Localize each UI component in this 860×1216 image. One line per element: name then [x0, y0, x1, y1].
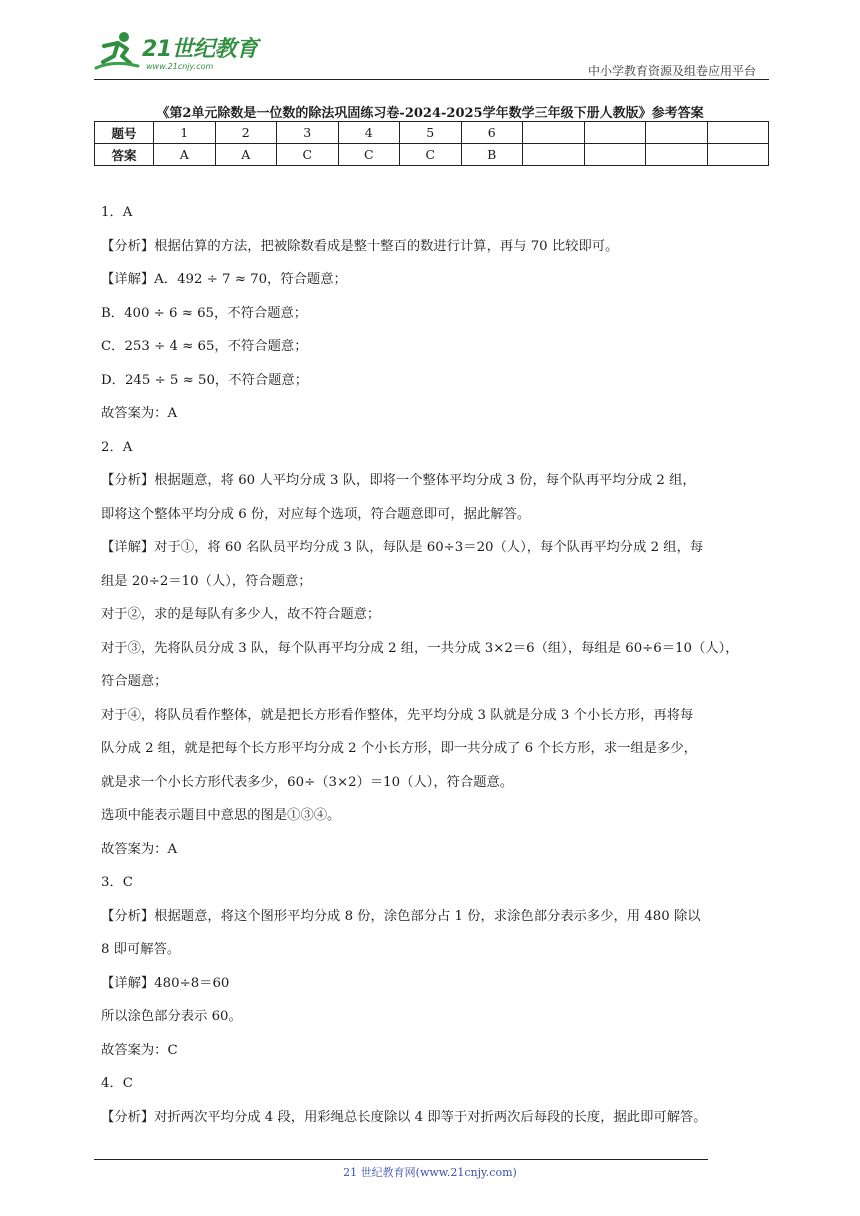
table-cell: 3	[277, 122, 339, 144]
table-cell: 5	[400, 122, 462, 144]
row-label: 答案	[95, 144, 154, 166]
table-cell: 4	[338, 122, 400, 144]
text-line: 所以涂色部分表示 60。	[101, 1009, 242, 1024]
table-cell	[646, 144, 708, 166]
text-line: 对于④，将队员看作整体，就是把长方形看作整体，先平均分成 3 队就是分成 3 个小长方形，再将每	[101, 707, 694, 723]
text-line: 【详解】480÷8＝60	[101, 975, 230, 991]
logo-text: 21世纪教育	[142, 37, 258, 62]
text-line: 【详解】A．492 ÷ 7 ≈ 70，符合题意；	[101, 272, 347, 287]
answer-explanations	[101, 196, 769, 1134]
text-line: 即将这个整体平均分成 6 份，对应每个选项，符合题意即可，据此解答。	[101, 506, 531, 522]
table-cell	[584, 144, 646, 166]
text-line: 故答案为：A	[101, 841, 178, 857]
table-cell: B	[461, 144, 523, 166]
table-cell	[523, 144, 585, 166]
table-cell: C	[277, 144, 339, 166]
table-cell	[646, 122, 708, 144]
text-line: 【分析】对折两次平均分成 4 段，用彩绳总长度除以 4 即等于对折两次后每段的长度，据此即可解答。	[101, 1109, 707, 1125]
text-line: 对于②，求的是每队有多少人，故不符合题意；	[101, 607, 381, 622]
table-cell: A	[215, 144, 277, 166]
text-line: 【分析】根据估算的方法，把被除数看成是整十整百的数进行计算，再与 70 比较即可。	[101, 238, 619, 254]
text-line: C．253 ÷ 4 ≈ 65，不符合题意；	[101, 339, 308, 354]
table-cell: C	[338, 144, 400, 166]
text-line: B．400 ÷ 6 ≈ 65，不符合题意；	[101, 305, 308, 321]
text-line: 8 即可解答。	[101, 942, 181, 957]
text-line: 4．C	[101, 1076, 133, 1091]
text-line: 3．C	[101, 875, 133, 890]
text-line: 组是 20÷2＝10（人），符合题意；	[101, 573, 312, 589]
text-line: 【分析】根据题意，将 60 人平均分成 3 队，即将一个整体平均分成 3 份，每个队再平均分成 2 组，	[101, 473, 696, 488]
text-line: 故答案为：C	[101, 1042, 178, 1058]
footer-divider	[94, 1159, 708, 1160]
row-label: 题号	[95, 122, 154, 144]
page-header	[0, 0, 860, 80]
table-cell: 2	[215, 122, 277, 144]
text-line: 2．A	[101, 439, 133, 455]
runner-logo-icon	[94, 30, 142, 74]
text-line: 【分析】根据题意，将这个图形平均分成 8 份，涂色部分占 1 份，求涂色部分表示多少，用 480 除以	[101, 908, 701, 924]
text-line: 符合题意；	[101, 674, 168, 689]
table-cell: 6	[461, 122, 523, 144]
table-cell: 1	[154, 122, 216, 144]
question-number-row	[95, 122, 769, 144]
table-cell	[523, 122, 585, 144]
text-line: 1．A	[101, 205, 133, 220]
table-cell	[707, 144, 769, 166]
text-line: 【详解】对于①，将 60 名队员平均分成 3 队，每队是 60÷3＝20（人），每个队再平均分成 2 组，每	[101, 540, 704, 555]
table-cell	[707, 122, 769, 144]
page-title: 《第2单元除数是一位数的除法巩固练习卷-2024-2025学年数学三年级下册人教版》参考答案	[156, 106, 704, 121]
site-logo[interactable]	[94, 30, 264, 78]
text-line: 故答案为：A	[101, 406, 178, 421]
page-footer[interactable]: 21 世纪教育网(www.21cnjy.com)	[343, 1166, 517, 1179]
table-cell	[584, 122, 646, 144]
table-cell: A	[154, 144, 216, 166]
platform-name: 中小学教育资源及组卷应用平台	[587, 64, 756, 78]
text-line: 对于③，先将队员分成 3 队，每个队再平均分成 2 组，一共分成 3×2＝6（组），每组是 60÷6＝10（人），	[101, 640, 739, 656]
logo-url: www.21cnjy.com	[146, 62, 214, 71]
text-line: 就是求一个小长方形代表多少，60÷（3×2）＝10（人），符合题意。	[101, 774, 514, 790]
text-line: D．245 ÷ 5 ≈ 50，不符合题意；	[101, 372, 308, 388]
answer-table	[94, 121, 769, 166]
header-divider	[94, 79, 769, 80]
table-cell: C	[400, 144, 462, 166]
answer-row	[95, 144, 769, 166]
text-line: 选项中能表示题目中意思的图是①③④。	[101, 808, 341, 823]
text-line: 队分成 2 组，就是把每个长方形平均分成 2 个小长方形，即一共分成了 6 个长方形，求一组是多少，	[101, 741, 697, 756]
